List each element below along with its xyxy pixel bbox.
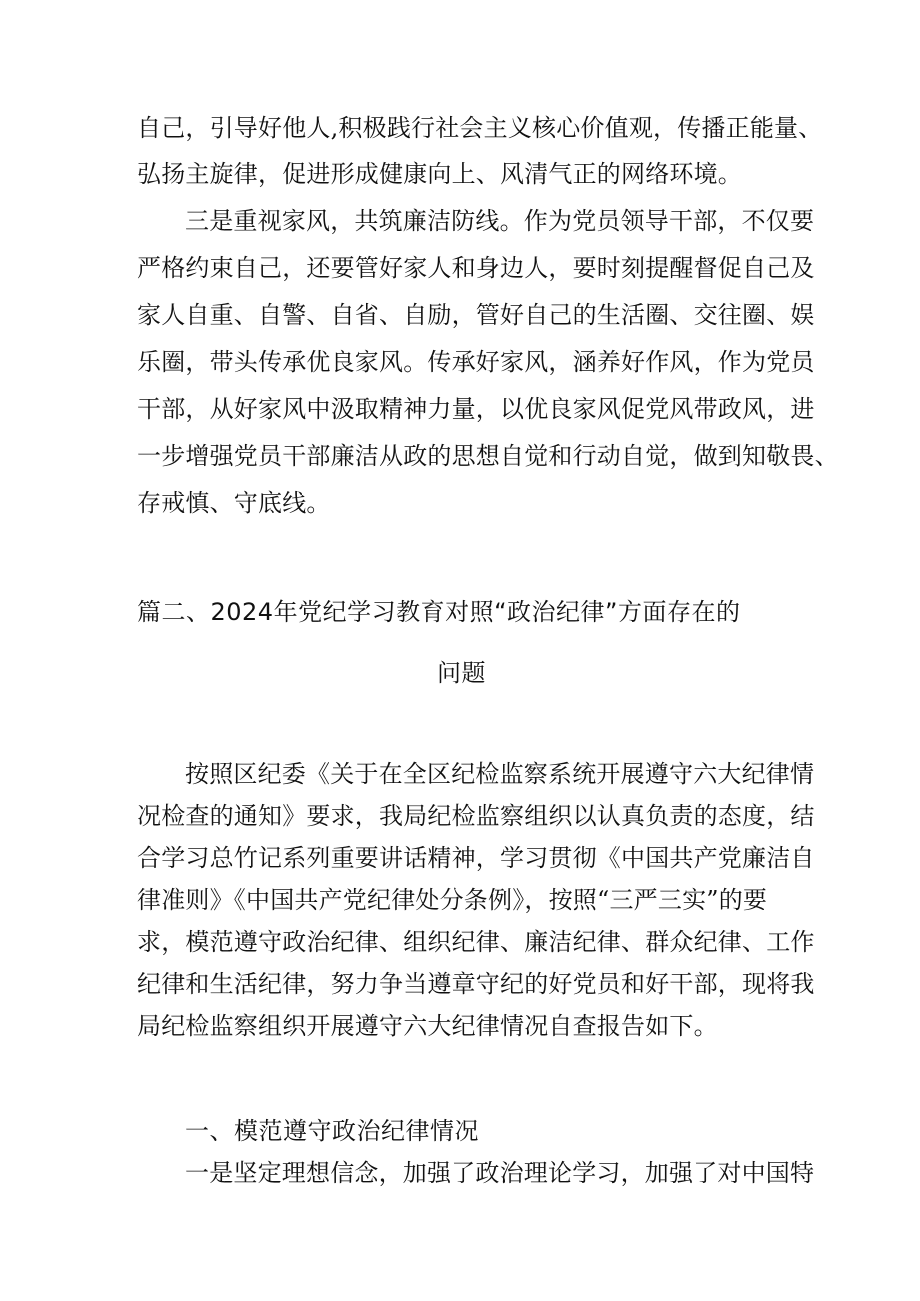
section-title-line-1: 篇二、2024年党纪学习教育对照“政治纪律”方面存在的 [137, 598, 741, 626]
paragraph-2-line-4: 乐圈，带头传承优良家风。传承好家风，涵养好作风，作为党员 [137, 348, 815, 376]
paragraph-2-line-3: 家人自重、自警、自省、自励，管好自己的生活圈、交往圈、娱 [137, 301, 815, 329]
paragraph-1-line-1: 自己，引导好他人,积极践行社会主义核心价值观，传播正能量、 [137, 114, 823, 142]
paragraph-2-line-1: 三是重视家风，共筑廉洁防线。作为党员领导干部，不仅要 [185, 207, 815, 235]
paragraph-3-line-6: 纪律和生活纪律，努力争当遵章守纪的好党员和好干部，现将我 [137, 970, 815, 998]
paragraph-3-line-3: 合学习总竹记系列重要讲话精神，学习贯彻《中国共产党廉洁自 [137, 844, 815, 872]
paragraph-1-line-2: 弘扬主旋律，促进形成健康向上、风清气正的网络环境。 [137, 160, 742, 188]
paragraph-3-line-5: 求，模范遵守政治纪律、组织纪律、廉洁纪律、群众纪律、工作 [137, 928, 815, 956]
paragraph-2-line-6: 一步增强党员干部廉洁从政的思想自觉和行动自觉，做到知敬畏、 [137, 442, 839, 470]
section-title-line-2: 问题 [437, 659, 486, 687]
paragraph-2-line-2: 严格约束自己，还要管好家人和身边人，要时刻提醒督促自己及 [137, 254, 815, 282]
paragraph-3-line-7: 局纪检监察组织开展遵守六大纪律情况自查报告如下。 [137, 1012, 718, 1040]
subheading: 一、模范遵守政治纪律情况 [185, 1117, 479, 1145]
paragraph-4-line-1: 一是坚定理想信念，加强了政治理论学习，加强了对中国特 [185, 1159, 815, 1187]
paragraph-3-line-1: 按照区纪委《关于在全区纪检监察系统开展遵守六大纪律情 [185, 760, 815, 788]
paragraph-2-line-5: 干部，从好家风中汲取精神力量，以优良家风促党风带政风，进 [137, 395, 815, 423]
paragraph-3-line-2: 况检查的通知》要求，我局纪检监察组织以认真负责的态度，结 [137, 802, 815, 830]
paragraph-2-line-7: 存戒慎、守底线。 [137, 489, 331, 517]
paragraph-3-line-4: 律准则》《中国共产党纪律处分条例》，按照“三严三实”的要 [137, 886, 768, 914]
